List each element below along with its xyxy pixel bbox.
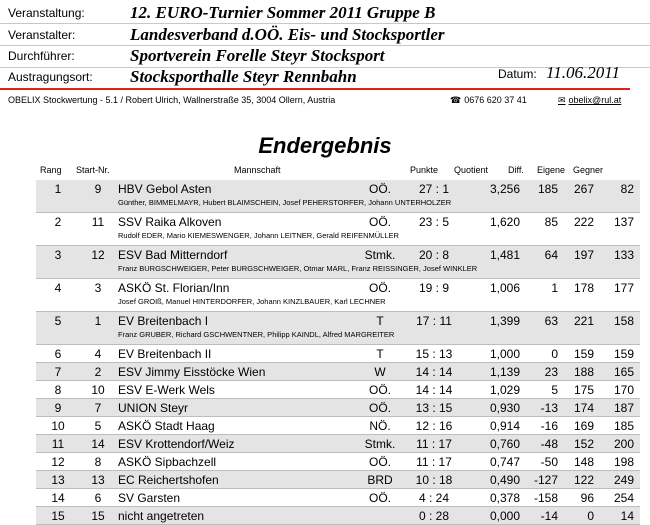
table-row xyxy=(0,489,650,507)
difference-cell: -14 xyxy=(540,509,558,523)
start-number-cell: 8 xyxy=(94,455,102,469)
quotient-cell: 1,620 xyxy=(489,215,520,229)
col-rang: Rang xyxy=(40,165,62,175)
state-cell: T xyxy=(376,347,384,361)
own-score-cell: 148 xyxy=(573,455,594,469)
points-cell: 15 : 13 xyxy=(415,347,453,361)
rank-cell: 7 xyxy=(54,365,62,379)
quotient-cell: 1,000 xyxy=(489,347,520,361)
difference-cell: 64 xyxy=(544,248,558,262)
own-score-cell: 221 xyxy=(573,314,594,328)
own-score-cell: 122 xyxy=(573,473,594,487)
points-cell: 14 : 14 xyxy=(415,383,453,397)
opponent-score-cell: 159 xyxy=(613,347,634,361)
opponent-score-cell: 158 xyxy=(613,314,634,328)
team-name-cell: HBV Gebol Asten xyxy=(118,182,212,196)
start-number-cell: 14 xyxy=(91,437,105,451)
opponent-score-cell: 200 xyxy=(613,437,634,451)
col-diff: Diff. xyxy=(508,165,524,175)
rank-cell: 1 xyxy=(54,182,62,196)
col-gegner: Gegner xyxy=(573,165,604,175)
phone-icon: ☎ xyxy=(450,95,462,105)
table-row xyxy=(0,453,650,471)
team-name-cell: EC Reichertshofen xyxy=(118,473,219,487)
quotient-cell: 3,256 xyxy=(489,182,520,196)
opponent-score-cell: 249 xyxy=(613,473,634,487)
col-quotient: Quotient xyxy=(454,165,489,175)
phone-number: 0676 620 37 41 xyxy=(464,95,527,105)
quotient-cell: 1,139 xyxy=(489,365,520,379)
start-number-cell: 6 xyxy=(94,491,102,505)
start-number-cell: 12 xyxy=(91,248,105,262)
rank-cell: 12 xyxy=(51,455,65,469)
own-score-cell: 174 xyxy=(573,401,594,415)
rank-cell: 10 xyxy=(51,419,65,433)
start-number-cell: 9 xyxy=(94,182,102,196)
rank-cell: 4 xyxy=(54,281,62,295)
start-number-cell: 7 xyxy=(94,401,102,415)
table-row xyxy=(0,180,650,213)
start-number-cell: 5 xyxy=(94,419,102,433)
state-cell: Stmk. xyxy=(364,248,396,262)
player-list: Rudolf EDER, Mario KIEMESWENGER, Johann LEITNER, Gerald REIFENMÜLLER xyxy=(118,231,399,240)
quotient-cell: 0,378 xyxy=(489,491,520,505)
team-name-cell: ESV Jimmy Eisstöcke Wien xyxy=(118,365,266,379)
header-label: Veranstalter: xyxy=(8,28,76,42)
own-score-cell: 197 xyxy=(573,248,594,262)
opponent-score-cell: 133 xyxy=(613,248,634,262)
rank-cell: 15 xyxy=(51,509,65,523)
table-row xyxy=(0,345,650,363)
rank-cell: 8 xyxy=(54,383,62,397)
opponent-score-cell: 187 xyxy=(613,401,634,415)
own-score-cell: 152 xyxy=(573,437,594,451)
team-name-cell: ESV Bad Mitterndorf xyxy=(118,248,228,262)
col-points: Punkte xyxy=(410,165,439,175)
opponent-score-cell: 177 xyxy=(613,281,634,295)
own-score-cell: 267 xyxy=(573,182,594,196)
team-name-cell: UNION Steyr xyxy=(118,401,189,415)
points-cell: 11 : 17 xyxy=(416,455,452,469)
start-number-cell: 10 xyxy=(91,383,105,397)
rank-cell: 11 xyxy=(51,437,65,451)
own-score-cell: 188 xyxy=(573,365,594,379)
state-cell: OÖ. xyxy=(368,215,391,229)
date-value: 11.06.2011 xyxy=(546,63,620,82)
opponent-score-cell: 82 xyxy=(620,182,634,196)
software-credit: OBELIX Stockwertung - 5.1 / Robert Ulrich, Wallnerstraße 35, 3004 Ollern, Austria xyxy=(8,95,336,105)
own-score-cell: 175 xyxy=(573,383,594,397)
email-link[interactable]: obelix@rul.at xyxy=(568,95,622,105)
state-cell: OÖ. xyxy=(368,401,391,415)
start-number-cell: 4 xyxy=(94,347,102,361)
rank-cell: 2 xyxy=(54,215,62,229)
difference-cell: -158 xyxy=(533,491,558,505)
points-cell: 27 : 1 xyxy=(418,182,450,196)
state-cell: BRD xyxy=(367,473,393,487)
quotient-cell: 1,481 xyxy=(489,248,520,262)
state-cell: OÖ. xyxy=(368,383,391,397)
quotient-cell: 0,490 xyxy=(489,473,520,487)
team-name-cell: ASKÖ Stadt Haag xyxy=(118,419,215,433)
rank-cell: 3 xyxy=(54,248,62,262)
table-row xyxy=(0,417,650,435)
rank-cell: 5 xyxy=(54,314,62,328)
state-cell: OÖ. xyxy=(368,491,391,505)
header-row-host xyxy=(0,45,650,65)
quotient-cell: 0,760 xyxy=(489,437,520,451)
opponent-score-cell: 165 xyxy=(613,365,634,379)
header-value: Sportverein Forelle Steyr Stocksport xyxy=(130,46,385,65)
difference-cell: -50 xyxy=(540,455,558,469)
start-number-cell: 13 xyxy=(91,473,105,487)
points-cell: 20 : 8 xyxy=(418,248,450,262)
phone-info xyxy=(450,95,527,109)
rank-cell: 13 xyxy=(51,473,65,487)
table-row xyxy=(0,471,650,489)
player-list: Franz BURGSCHWEIGER, Peter BURGSCHWEIGER, Otmar MARL, Franz REISSINGER, Josef WINKLER xyxy=(118,264,478,273)
table-row xyxy=(0,399,650,417)
header-row-organizer xyxy=(0,24,650,44)
points-cell: 11 : 17 xyxy=(416,437,452,451)
opponent-score-cell: 254 xyxy=(613,491,634,505)
own-score-cell: 169 xyxy=(573,419,594,433)
difference-cell: 0 xyxy=(551,347,558,361)
difference-cell: 85 xyxy=(544,215,558,229)
page-title: Endergebnis xyxy=(258,133,392,158)
table-row xyxy=(0,279,650,312)
difference-cell: 185 xyxy=(537,182,558,196)
table-row xyxy=(0,312,650,345)
difference-cell: -16 xyxy=(540,419,558,433)
state-cell: Stmk. xyxy=(364,437,396,451)
rank-cell: 9 xyxy=(54,401,62,415)
own-score-cell: 222 xyxy=(573,215,594,229)
points-cell: 10 : 18 xyxy=(415,473,453,487)
points-cell: 23 : 5 xyxy=(418,215,450,229)
table-row xyxy=(0,435,650,453)
points-cell: 0 : 28 xyxy=(418,509,450,523)
header-value: 12. EURO-Turnier Sommer 2011 Gruppe B xyxy=(130,3,436,22)
player-list: Franz GRUBER, Richard GSCHWENTNER, Philipp KAINDL, Alfred MARGREITER xyxy=(118,330,395,339)
own-score-cell: 0 xyxy=(587,509,594,523)
state-cell: OÖ. xyxy=(368,182,391,196)
state-cell: W xyxy=(374,365,386,379)
rank-cell: 6 xyxy=(54,347,62,361)
header-label: Durchführer: xyxy=(8,49,75,63)
table-row xyxy=(0,363,650,381)
points-cell: 17 : 11 xyxy=(416,314,452,328)
header-value: Stocksporthalle Steyr Rennbahn xyxy=(130,67,357,86)
col-start: Start-Nr. xyxy=(76,165,110,175)
team-name-cell: ESV Krottendorf/Weiz xyxy=(118,437,235,451)
difference-cell: -127 xyxy=(533,473,558,487)
col-team: Mannschaft xyxy=(234,165,281,175)
team-name-cell: ASKÖ Sipbachzell xyxy=(118,455,217,469)
team-name-cell: nicht angetreten xyxy=(118,509,205,523)
difference-cell: -13 xyxy=(540,401,558,415)
team-name-cell: EV Breitenbach I xyxy=(118,314,209,328)
table-row xyxy=(0,381,650,399)
state-cell: OÖ. xyxy=(368,455,391,469)
opponent-score-cell: 14 xyxy=(620,509,634,523)
rank-cell: 14 xyxy=(51,491,65,505)
quotient-cell: 1,029 xyxy=(489,383,520,397)
header-row-event xyxy=(0,2,650,22)
state-cell: NÖ. xyxy=(369,419,391,433)
team-name-cell: ASKÖ St. Florian/Inn xyxy=(118,281,230,295)
state-cell: T xyxy=(376,314,384,328)
points-cell: 12 : 16 xyxy=(415,419,453,433)
mail-icon: ✉ xyxy=(558,95,566,105)
difference-cell: 23 xyxy=(544,365,558,379)
quotient-cell: 0,914 xyxy=(489,419,520,433)
quotient-cell: 0,930 xyxy=(489,401,520,415)
own-score-cell: 178 xyxy=(573,281,594,295)
start-number-cell: 11 xyxy=(91,215,105,229)
col-eigene: Eigene xyxy=(537,165,566,175)
state-cell: OÖ. xyxy=(368,281,391,295)
header-value: Landesverband d.OÖ. Eis- und Stocksportler xyxy=(130,25,445,44)
player-list: Josef GROIß, Manuel HINTERDORFER, Johann KINZLBAUER, Karl LECHNER xyxy=(118,297,386,306)
quotient-cell: 0,000 xyxy=(489,509,520,523)
header-label: Austragungsort: xyxy=(8,70,93,84)
quotient-cell: 1,006 xyxy=(489,281,520,295)
difference-cell: -48 xyxy=(540,437,558,451)
date-label: Datum: xyxy=(498,67,537,81)
points-cell: 13 : 15 xyxy=(415,401,453,415)
opponent-score-cell: 137 xyxy=(613,215,634,229)
table-row xyxy=(0,507,650,525)
own-score-cell: 159 xyxy=(573,347,594,361)
own-score-cell: 96 xyxy=(580,491,594,505)
red-divider xyxy=(0,88,630,90)
team-name-cell: EV Breitenbach II xyxy=(118,347,212,361)
team-name-cell: SSV Raika Alkoven xyxy=(118,215,222,229)
table-header xyxy=(0,163,650,177)
start-number-cell: 1 xyxy=(94,314,102,328)
start-number-cell: 3 xyxy=(94,281,102,295)
points-cell: 14 : 14 xyxy=(415,365,453,379)
team-name-cell: ESV E-Werk Wels xyxy=(118,383,215,397)
team-name-cell: SV Garsten xyxy=(118,491,181,505)
table-row xyxy=(0,246,650,279)
opponent-score-cell: 185 xyxy=(613,419,634,433)
difference-cell: 1 xyxy=(551,281,558,295)
email-info[interactable] xyxy=(558,95,621,109)
points-cell: 4 : 24 xyxy=(418,491,450,505)
opponent-score-cell: 170 xyxy=(613,383,634,397)
difference-cell: 63 xyxy=(544,314,558,328)
table-row xyxy=(0,213,650,246)
header-label: Veranstaltung: xyxy=(8,6,85,20)
quotient-cell: 1,399 xyxy=(489,314,520,328)
start-number-cell: 2 xyxy=(94,365,102,379)
difference-cell: 5 xyxy=(551,383,558,397)
quotient-cell: 0,747 xyxy=(489,455,520,469)
points-cell: 19 : 9 xyxy=(418,281,450,295)
start-number-cell: 15 xyxy=(91,509,105,523)
player-list: Günther, BIMMELMAYR, Hubert BLAIMSCHEIN, Josef PEHERSTORFER, Johann UNTERHOLZER xyxy=(118,198,452,207)
opponent-score-cell: 198 xyxy=(613,455,634,469)
